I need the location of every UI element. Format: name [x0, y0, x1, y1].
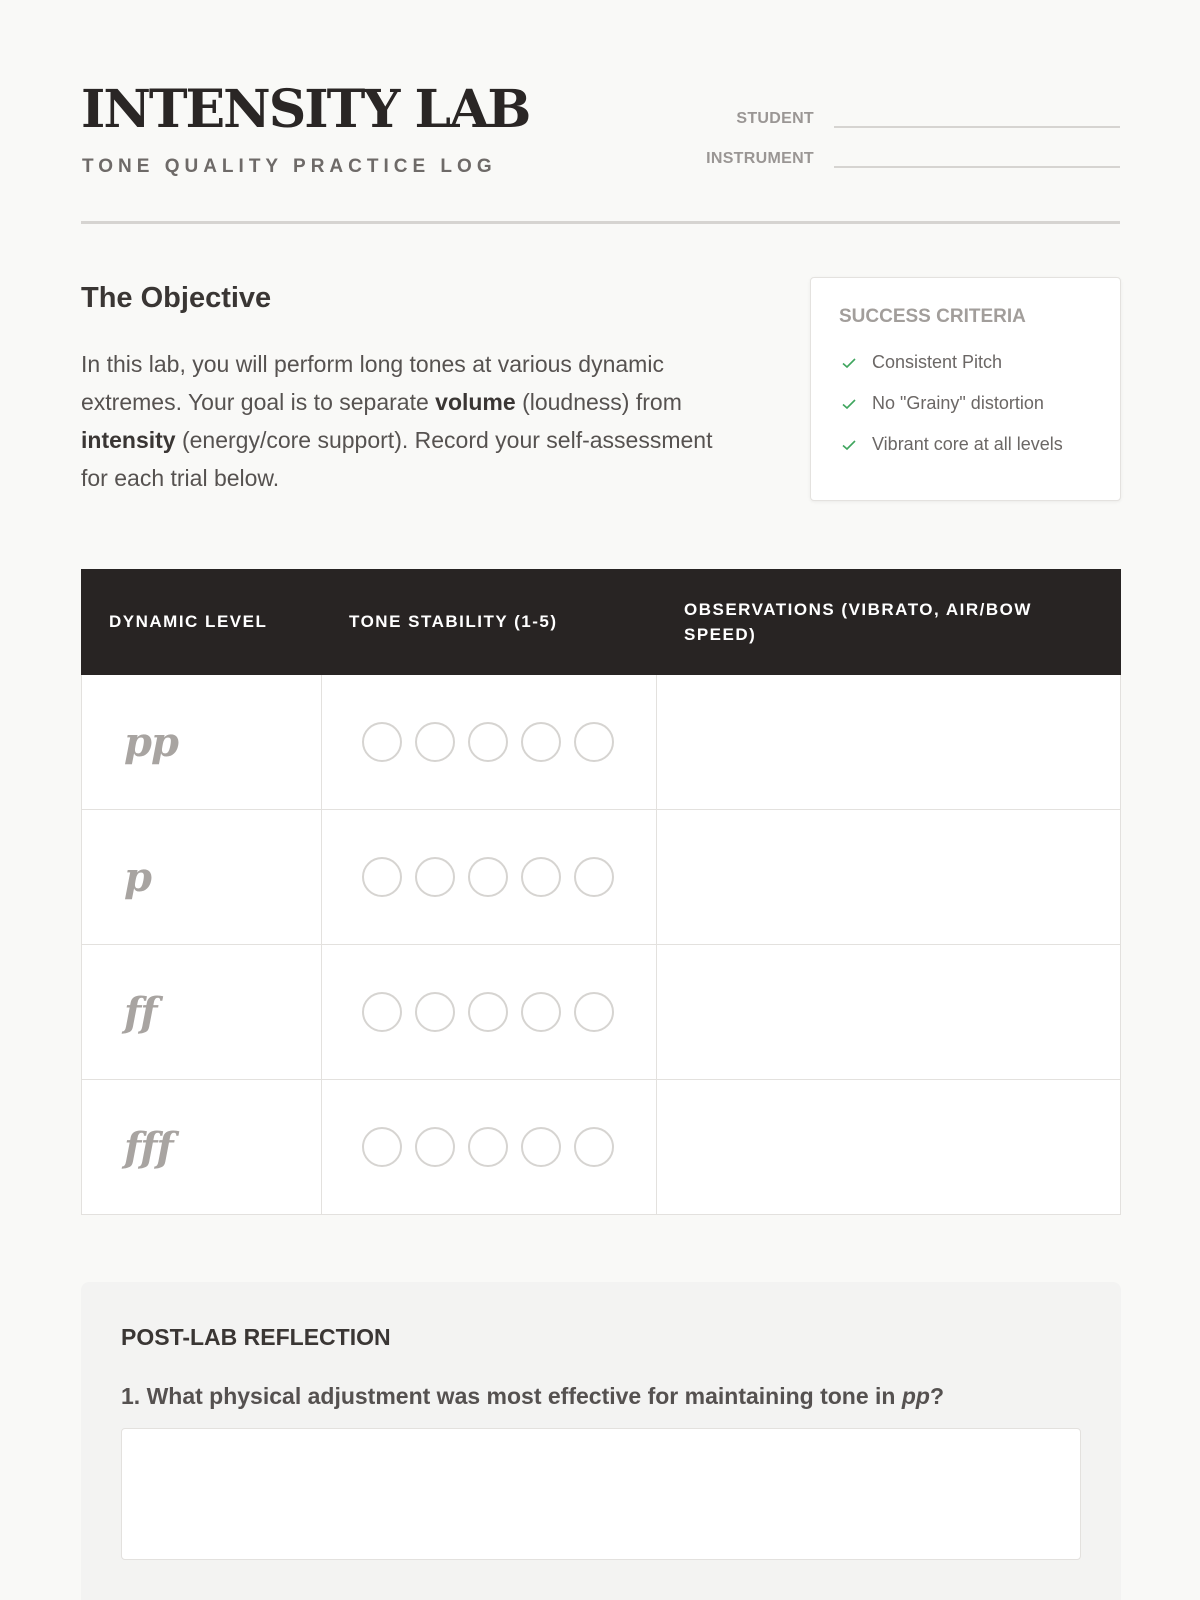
rating-circle-4[interactable] [521, 722, 561, 762]
rating-circle-5[interactable] [574, 992, 614, 1032]
rating-circle-1[interactable] [362, 722, 402, 762]
rating-circle-3[interactable] [468, 992, 508, 1032]
rating-circle-2[interactable] [415, 992, 455, 1032]
stability-cell [322, 945, 657, 1079]
dynamic-marking: ff [124, 989, 157, 1036]
objective-bold-volume: volume [435, 389, 516, 415]
page-title: INTENSITY LAB [81, 79, 530, 140]
checkmark-icon [839, 394, 859, 414]
objective-section [81, 282, 741, 497]
rating-circle-3[interactable] [468, 722, 508, 762]
table-header [81, 569, 1121, 675]
observations-cell[interactable] [657, 945, 1120, 1079]
header-dynamic-level: DYNAMIC LEVEL [109, 612, 268, 631]
student-info-fields [700, 96, 1120, 176]
objective-text [81, 345, 741, 497]
rating-circle-5[interactable] [574, 1127, 614, 1167]
criteria-item-label: Consistent Pitch [872, 352, 1003, 372]
question-1-end: ? [929, 1383, 945, 1409]
criteria-item [839, 383, 1120, 424]
rating-circle-3[interactable] [468, 1127, 508, 1167]
dynamic-marking: p [124, 854, 151, 901]
stability-cell [322, 675, 657, 809]
student-field-row [700, 96, 1120, 136]
criteria-item-label: Vibrant core at all levels [872, 434, 1063, 454]
dynamic-cell [82, 675, 322, 809]
rating-circle-4[interactable] [521, 857, 561, 897]
practice-log-table [81, 569, 1121, 1215]
student-input[interactable] [834, 98, 1120, 128]
rating-circle-1[interactable] [362, 857, 402, 897]
rating-circle-5[interactable] [574, 722, 614, 762]
rating-circle-2[interactable] [415, 857, 455, 897]
rating-circle-1[interactable] [362, 1127, 402, 1167]
dynamic-cell [82, 810, 322, 944]
dynamic-marking: fff [124, 1124, 173, 1171]
rating-circles [362, 722, 627, 762]
observations-cell[interactable] [657, 810, 1120, 944]
dynamic-marking: pp [124, 719, 178, 766]
criteria-item [839, 342, 1120, 383]
worksheet-page [81, 0, 1120, 1409]
criteria-item-label: No "Grainy" distortion [872, 393, 1044, 413]
objective-bold-intensity: intensity [81, 427, 176, 453]
page-subtitle: TONE QUALITY PRACTICE LOG [82, 156, 497, 177]
header-observations: OBSERVATIONS (VIBRATO, AIR/BOW SPEED) [684, 600, 1032, 644]
reflection-answer-1[interactable] [121, 1428, 1081, 1560]
table-row [81, 1080, 1121, 1215]
table-row [81, 945, 1121, 1080]
checkmark-icon [839, 353, 859, 373]
rating-circles [362, 857, 627, 897]
checkmark-icon [839, 435, 859, 455]
objective-text-part-1: In this lab, you will perform long tones at various dynamic extremes. Your goal is to separate [81, 351, 664, 415]
question-1-dynamic: pp [901, 1383, 930, 1409]
reflection-title: POST-LAB REFLECTION [121, 1324, 391, 1350]
rating-circle-4[interactable] [521, 992, 561, 1032]
student-label: STUDENT [736, 110, 814, 127]
rating-circle-3[interactable] [468, 857, 508, 897]
stability-cell [322, 1080, 657, 1214]
instrument-field-row [700, 136, 1120, 176]
reflection-section [81, 1282, 1121, 1600]
dynamic-cell [82, 1080, 322, 1214]
observations-cell[interactable] [657, 675, 1120, 809]
header-tone-stability: TONE STABILITY (1-5) [349, 612, 558, 631]
objective-heading: The Objective [81, 282, 272, 314]
criteria-title: SUCCESS CRITERIA [839, 306, 1026, 327]
header [81, 0, 1120, 224]
rating-circle-2[interactable] [415, 1127, 455, 1167]
rating-circle-5[interactable] [574, 857, 614, 897]
instrument-input[interactable] [834, 138, 1120, 168]
table-row [81, 810, 1121, 945]
rating-circle-2[interactable] [415, 722, 455, 762]
criteria-item [839, 424, 1120, 465]
observations-cell[interactable] [657, 1080, 1120, 1214]
objective-text-part-3: (energy/core support). Record your self-assessment for each trial below. [81, 427, 713, 491]
question-1-text: 1. What physical adjustment was most effective for maintaining tone in [121, 1383, 902, 1409]
rating-circle-1[interactable] [362, 992, 402, 1032]
rating-circles [362, 1127, 627, 1167]
table-row [81, 675, 1121, 810]
success-criteria-card [810, 277, 1121, 501]
rating-circles [362, 992, 627, 1032]
rating-circle-4[interactable] [521, 1127, 561, 1167]
dynamic-cell [82, 945, 322, 1079]
reflection-question-1 [121, 1383, 1081, 1410]
instrument-label: INSTRUMENT [706, 150, 814, 167]
objective-text-part-2: (loudness) from [515, 389, 682, 415]
stability-cell [322, 810, 657, 944]
